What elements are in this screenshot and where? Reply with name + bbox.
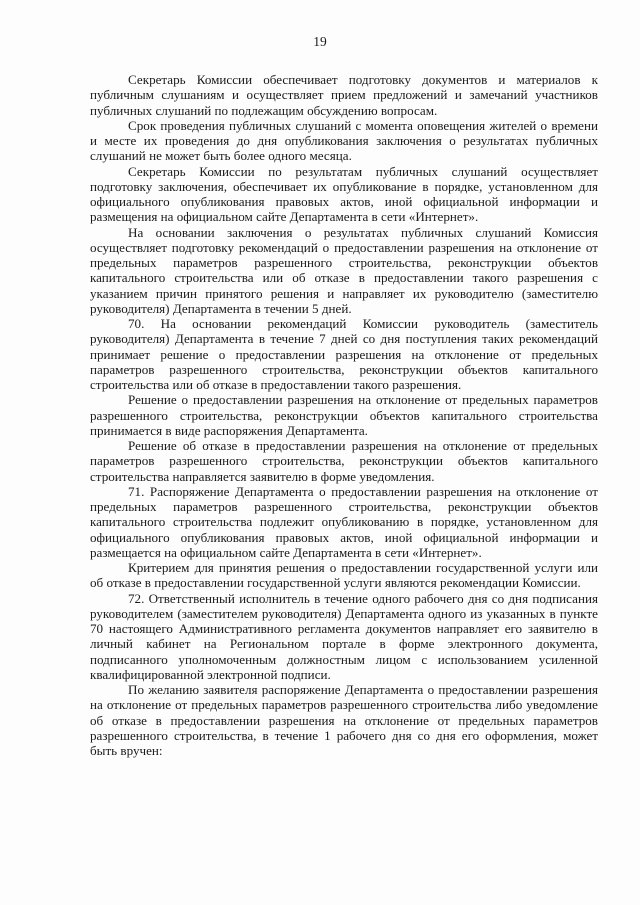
paragraph-hearing-duration: Срок проведения публичных слушаний с момента оповещения жителей о времени и месте их проведения до дня опубликования заключения о результатах публичных слушаний не может быть более одного месяца.: [90, 117, 598, 164]
paragraph-secretary-preparation: Секретарь Комиссии обеспечивает подготовку документов и материалов к публичным слушаниям и осуществляет прием предложений и замечаний участников публичных слушаний по подлежащим обсуждению вопросам.: [90, 72, 598, 118]
paragraph-decision-criterion: Критерием для принятия решения о предоставлении государственной услуги или об отказе в предоставлении государственной услуги являются рекомендации Комиссии.: [90, 560, 598, 591]
paragraph-secretary-conclusion: Секретарь Комиссии по результатам публичных слушаний осуществляет подготовку заключения, обеспечивает их опубликование в порядке, установленном для официального опубликования правовых актов, иной официальной информации и размещения на официальном сайте Департамента в сети «Интернет».: [90, 163, 598, 225]
page-number: 19: [313, 34, 327, 49]
paragraph-item-72: 72. Ответственный исполнитель в течение одного рабочего дня со дня подписания руководителем (заместителем руководителя) Департамента одного из указанных в пункте 70 настоящего Административного регламента документов направляет его заявителю в личный кабинет на Региональном портале в форме электронного документа, подписанного уполномоченным должностным лицом с использованием усиленной квалифицированной электронной подписи.: [90, 590, 598, 682]
paragraph-item-70: 70. На основании рекомендаций Комиссии руководитель (заместитель руководителя) Департамента в течение 7 дней со дня поступления таких рекомендаций принимает решение о предоставлении разрешения на отклонение от предельных параметров разрешенного строительства, реконструкции объектов капитального строительства или об отказе в предоставлении такого разрешения.: [90, 316, 598, 392]
paragraph-decision-grant: Решение о предоставлении разрешения на отклонение от предельных параметров разрешенного строительства, реконструкции объектов капитального строительства принимается в виде распоряжения Департамента.: [90, 392, 598, 438]
paragraph-decision-refusal: Решение об отказе в предоставлении разрешения на отклонение от предельных параметров разрешенного строительства, реконструкции объектов капитального строительства направляется заявителю в форме уведомления.: [90, 438, 598, 484]
paragraph-item-71: 71. Распоряжение Департамента о предоставлении разрешения на отклонение от предельных параметров разрешенного строительства, реконструкции объектов капитального строительства подлежит опубликованию в порядке, установленном для официального опубликования правовых актов, иной официальной информации и размещается на официальном сайте Департамента в сети «Интернет».: [90, 483, 598, 560]
paragraph-commission-recommendations: На основании заключения о результатах публичных слушаний Комиссия осуществляет подготовку рекомендаций о предоставлении разрешения на отклонение от предельных параметров разрешенного строительства, реконструкции объектов капитального строительства или об отказе в предоставлении такого разрешения с указанием причин принятого решения и направляет их руководителю (заместителю руководителя) Департамента в течении 5 дней.: [90, 224, 598, 316]
document-body: [90, 72, 598, 758]
paragraph-delivery-option: По желанию заявителя распоряжение Департамента о предоставлении разрешения на отклонение от предельных параметров разрешенного строительства либо уведомление об отказе в предоставлении разрешения на отклонение от предельных параметров разрешенного строительства, в течение 1 рабочего дня со дня его оформления, может быть вручен:: [90, 682, 598, 758]
